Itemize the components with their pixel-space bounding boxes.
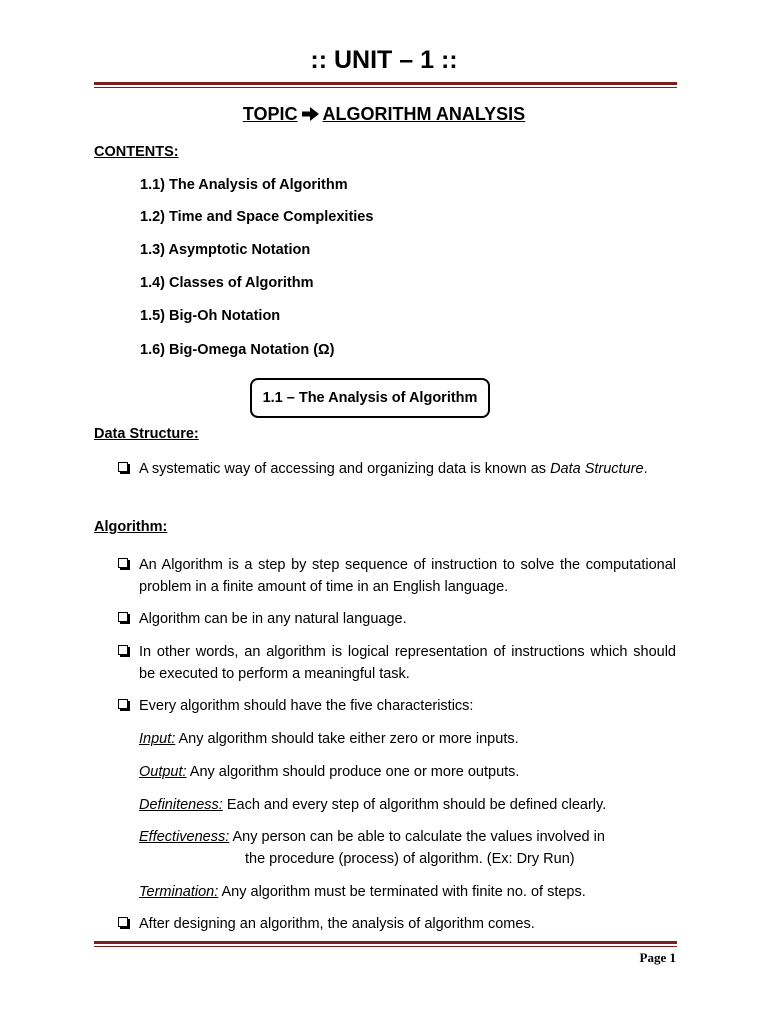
checkbox-bullet-icon [118,612,128,622]
checkbox-bullet-icon [118,699,128,709]
list-item: An Algorithm is a step by step sequence of instruction to solve the computational problem in a finite amount of time in an English language. [118,554,676,598]
characteristic-input: Input: Any algorithm should take either zero or more inputs. [139,731,519,747]
arrow-right-icon [302,104,319,125]
toc-item: 1.2) Time and Space Complexities [140,209,374,225]
algorithm-heading: Algorithm: [94,519,168,535]
list-item: In other words, an algorithm is logical representation of instructions which should be executed to perform a meaningful task. [118,641,676,685]
contents-heading: CONTENTS: [94,144,179,160]
title-rule-thick [94,82,677,85]
toc-item: 1.3) Asymptotic Notation [140,242,311,258]
footer-rule-thick [94,941,677,944]
data-structure-heading: Data Structure: [94,426,199,442]
checkbox-bullet-icon [118,917,128,927]
toc-item: 1.4) Classes of Algorithm [140,275,314,291]
characteristic-termination: Termination: Any algorithm must be terminated with finite no. of steps. [139,884,586,900]
list-item: Every algorithm should have the five characteristics: [118,695,676,717]
checkbox-bullet-icon [118,558,128,568]
toc-item: 1.6) Big-Omega Notation (Ω) [140,342,335,358]
title-rule-thin [94,87,677,88]
topic-text: ALGORITHM ANALYSIS [322,104,526,124]
topic-label: TOPIC [242,104,298,124]
list-item: Algorithm can be in any natural language. [118,608,676,630]
list-item: A systematic way of accessing and organizing data is known as Data Structure. [118,458,676,480]
footer-rule-thin [94,946,677,947]
checkbox-bullet-icon [118,645,128,655]
characteristic-definiteness: Definiteness: Each and every step of algorithm should be defined clearly. [139,797,607,813]
checkbox-bullet-icon [118,462,128,472]
characteristic-effectiveness: Effectiveness: Any person can be able to calculate the values involved in the procedure (process) of algorithm. (Ex: Dry Run) [139,829,605,867]
unit-title: :: UNIT – 1 :: [310,46,458,74]
toc-item: 1.1) The Analysis of Algorithm [140,177,348,193]
list-item: After designing an algorithm, the analysis of algorithm comes. [118,913,676,935]
page-number: Page 1 [639,950,676,965]
toc-item: 1.5) Big-Oh Notation [140,308,281,324]
characteristic-output: Output: Any algorithm should produce one or more outputs. [139,764,520,780]
topic-heading [0,104,768,125]
section-title-box: 1.1 – The Analysis of Algorithm [250,378,490,418]
